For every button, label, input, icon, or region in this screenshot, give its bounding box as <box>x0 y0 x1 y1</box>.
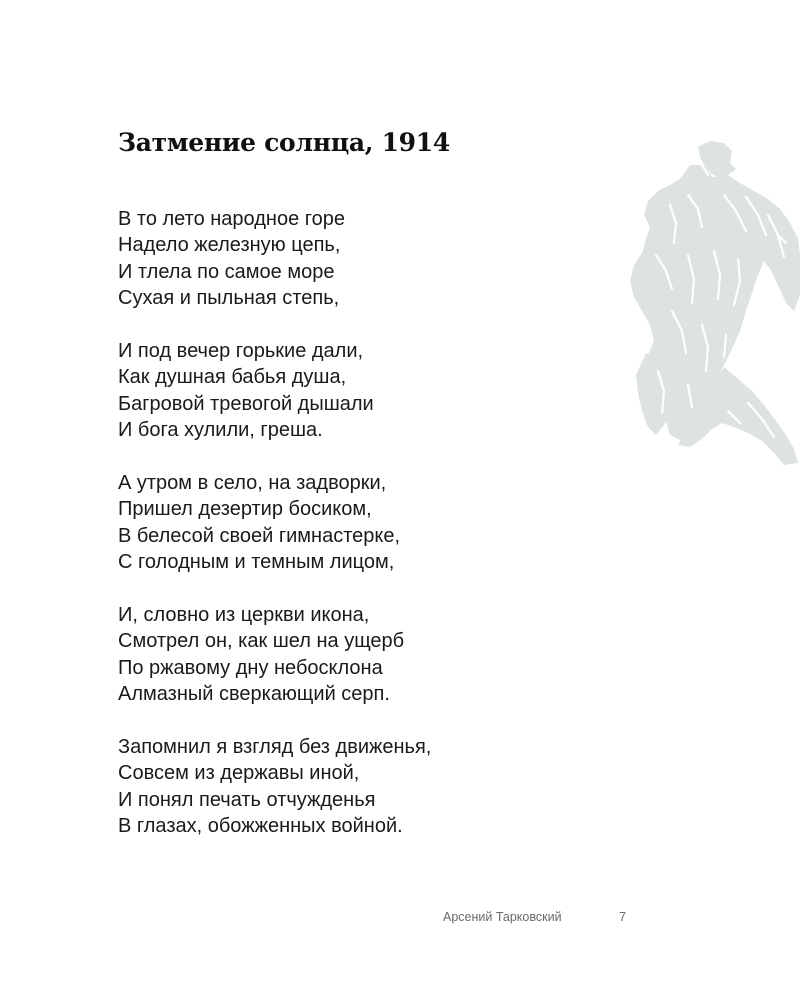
poem-line: А утром в село, на задворки, <box>118 472 387 495</box>
poem-line: С голодным и темным лицом, <box>118 551 395 574</box>
running-footer-author: Арсений Тарковский <box>443 910 562 924</box>
poem-line: В то лето народное горе <box>118 208 345 230</box>
page-footer <box>0 910 800 930</box>
stanza-1 <box>118 206 431 312</box>
stanza-3 <box>118 470 431 576</box>
poem-line: В глазах, обожженных войной. <box>118 815 403 838</box>
poem-line: Совсем из державы иной, <box>118 762 360 785</box>
stanza-4 <box>118 602 431 708</box>
stanza-2 <box>118 338 431 444</box>
poem-title: Затмение солнца, 1914 <box>118 128 450 157</box>
stanza-5 <box>118 734 431 840</box>
poem-body <box>118 206 431 866</box>
poem-line: И, словно из церкви икона, <box>118 604 370 627</box>
poem-line: Смотрел он, как шел на ущерб <box>118 630 405 653</box>
poem-line: И под вечер горькие дали, <box>118 340 364 363</box>
soldier-sculpture-icon <box>628 135 800 465</box>
poem-line: Как душная бабья душа, <box>118 366 347 389</box>
poem-line: И бога хулили, греша. <box>118 419 323 442</box>
poem-line: Сухая и пыльная степь, <box>118 287 340 310</box>
poem-line: И понял печать отчужденья <box>118 788 376 811</box>
poem-line: По ржавому дну небосклона <box>118 656 383 679</box>
poem-line: Пришел дезертир босиком, <box>118 498 372 521</box>
poem-line: Надело железную цепь, <box>118 234 341 257</box>
page-number: 7 <box>619 910 626 924</box>
poem-line: Алмазный сверкающий серп. <box>118 683 390 706</box>
poem-line: Запомнил я взгляд без движенья, <box>118 736 432 759</box>
poem-line: В белесой своей гимнастерке, <box>118 524 401 547</box>
poem-line: И тлела по самое море <box>118 260 335 283</box>
poem-line: Багровой тревогой дышали <box>118 392 374 415</box>
